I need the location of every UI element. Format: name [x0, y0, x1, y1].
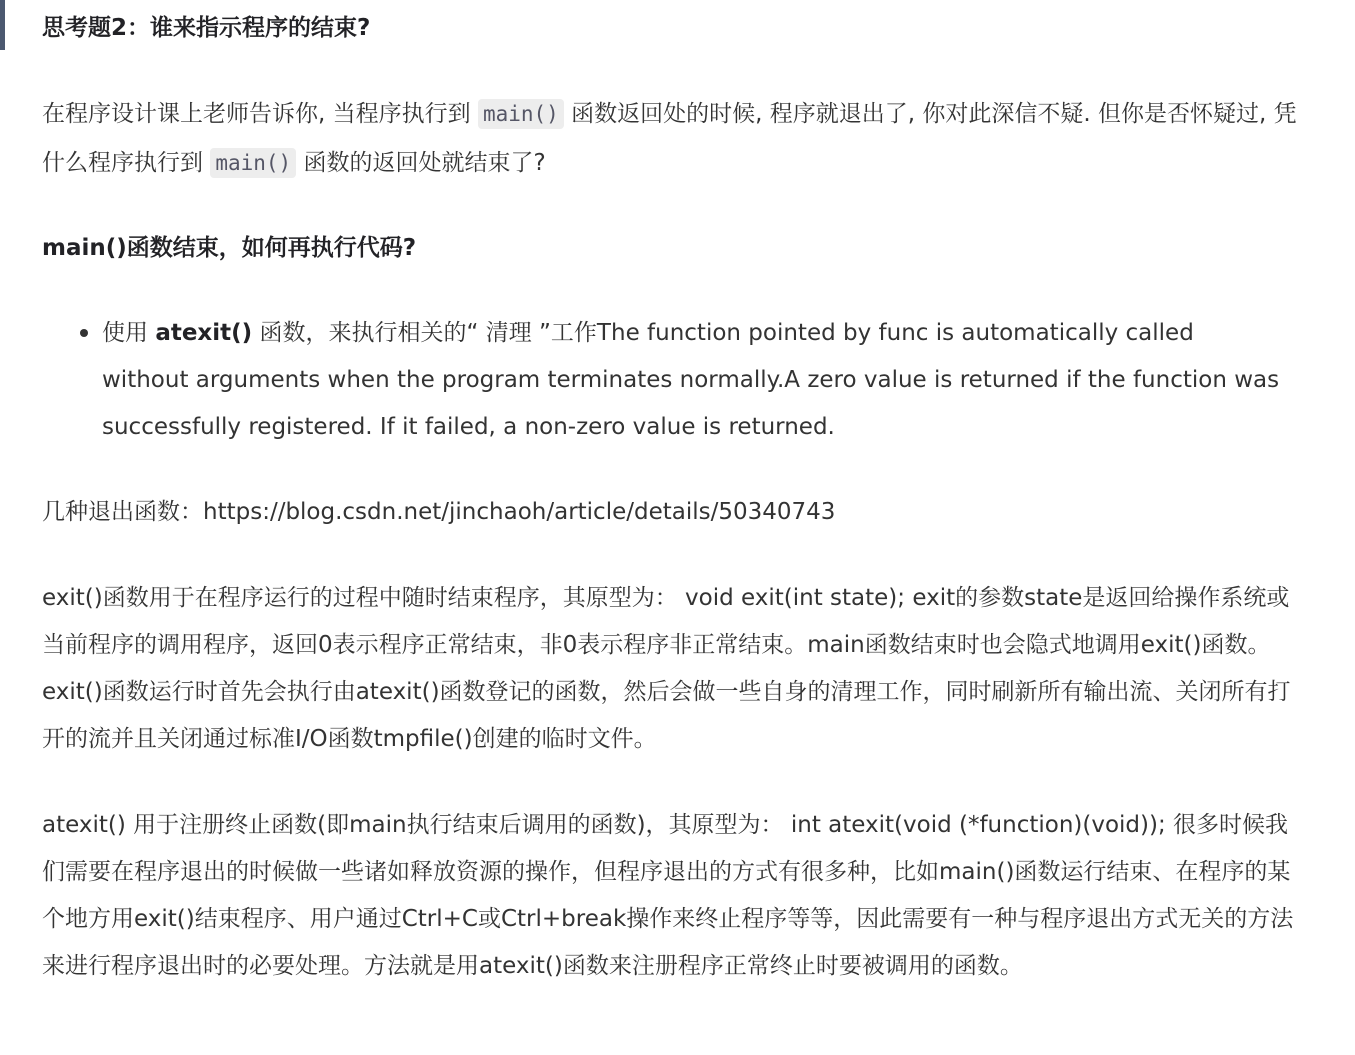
intro-text-2: 函数返回处的时候, 程序就退出了, 你对此深信不疑. 但你是否怀疑过, 凭什么程序执行到 — [42, 101, 1297, 176]
section-heading: main()函数结束，如何再执行代码? — [42, 235, 417, 261]
bullet-dot-icon — [80, 329, 88, 337]
question-heading: 思考题2：谁来指示程序的结束? — [42, 15, 371, 41]
list-item — [42, 310, 1282, 451]
bullet-bold-atexit: atexit() — [155, 320, 253, 346]
exit-functions-label: 几种退出函数： — [42, 499, 203, 525]
reference-link[interactable]: https://blog.csdn.net/jinchaoh/article/details/50340743 — [203, 499, 836, 525]
inline-code-main-2: main() — [210, 148, 296, 178]
atexit-paragraph: atexit() 用于注册终止函数(即main执行结束后调用的函数)，其原型为： int atexit(void (*function)(void)); 很多时候我们需要在程序退出的时候做一些诸如释放资源的操作，但程序退出的方式有很多种，比如main()函数运行结束、在程序的某个地方用exit()结束程序、用户通过Ctrl+C或Ctrl+break操作来终止程序等等，因此需要有一种与程序退出方式无关的方法来进行程序退出时的必要处理。方法就是用atexit()函数来注册程序正常终止时要被调用的函数。 — [42, 812, 1294, 979]
blockquote-bar — [0, 0, 5, 50]
inline-code-main: main() — [478, 99, 564, 129]
bullet-text: 函数，来执行相关的“ 清理 ”工作The function pointed by func is automatically called without arguments when the program terminates normally.A zero value is returned if the function was successfully registered. If it failed, a non-zero value is returned. — [102, 320, 1280, 440]
bullet-list — [42, 310, 1282, 451]
intro-text-1: 在程序设计课上老师告诉你, 当程序执行到 — [42, 101, 478, 127]
exit-paragraph: exit()函数用于在程序运行的过程中随时结束程序，其原型为： void exit(int state); exit的参数state是返回给操作系统或当前程序的调用程序，返回0表示程序正常结束，非0表示程序非正常结束。main函数结束时也会隐式地调用exit()函数。exit()函数运行时首先会执行由atexit()函数登记的函数，然后会做一些自身的清理工作，同时刷新所有输出流、关闭所有打开的流并且关闭通过标准I/O函数tmpfile()创建的临时文件。 — [42, 585, 1291, 752]
intro-text-3: 函数的返回处就结束了? — [296, 150, 546, 176]
exit-functions-paragraph — [42, 489, 1310, 536]
intro-paragraph — [42, 90, 1310, 188]
bullet-prefix: 使用 — [102, 320, 156, 346]
